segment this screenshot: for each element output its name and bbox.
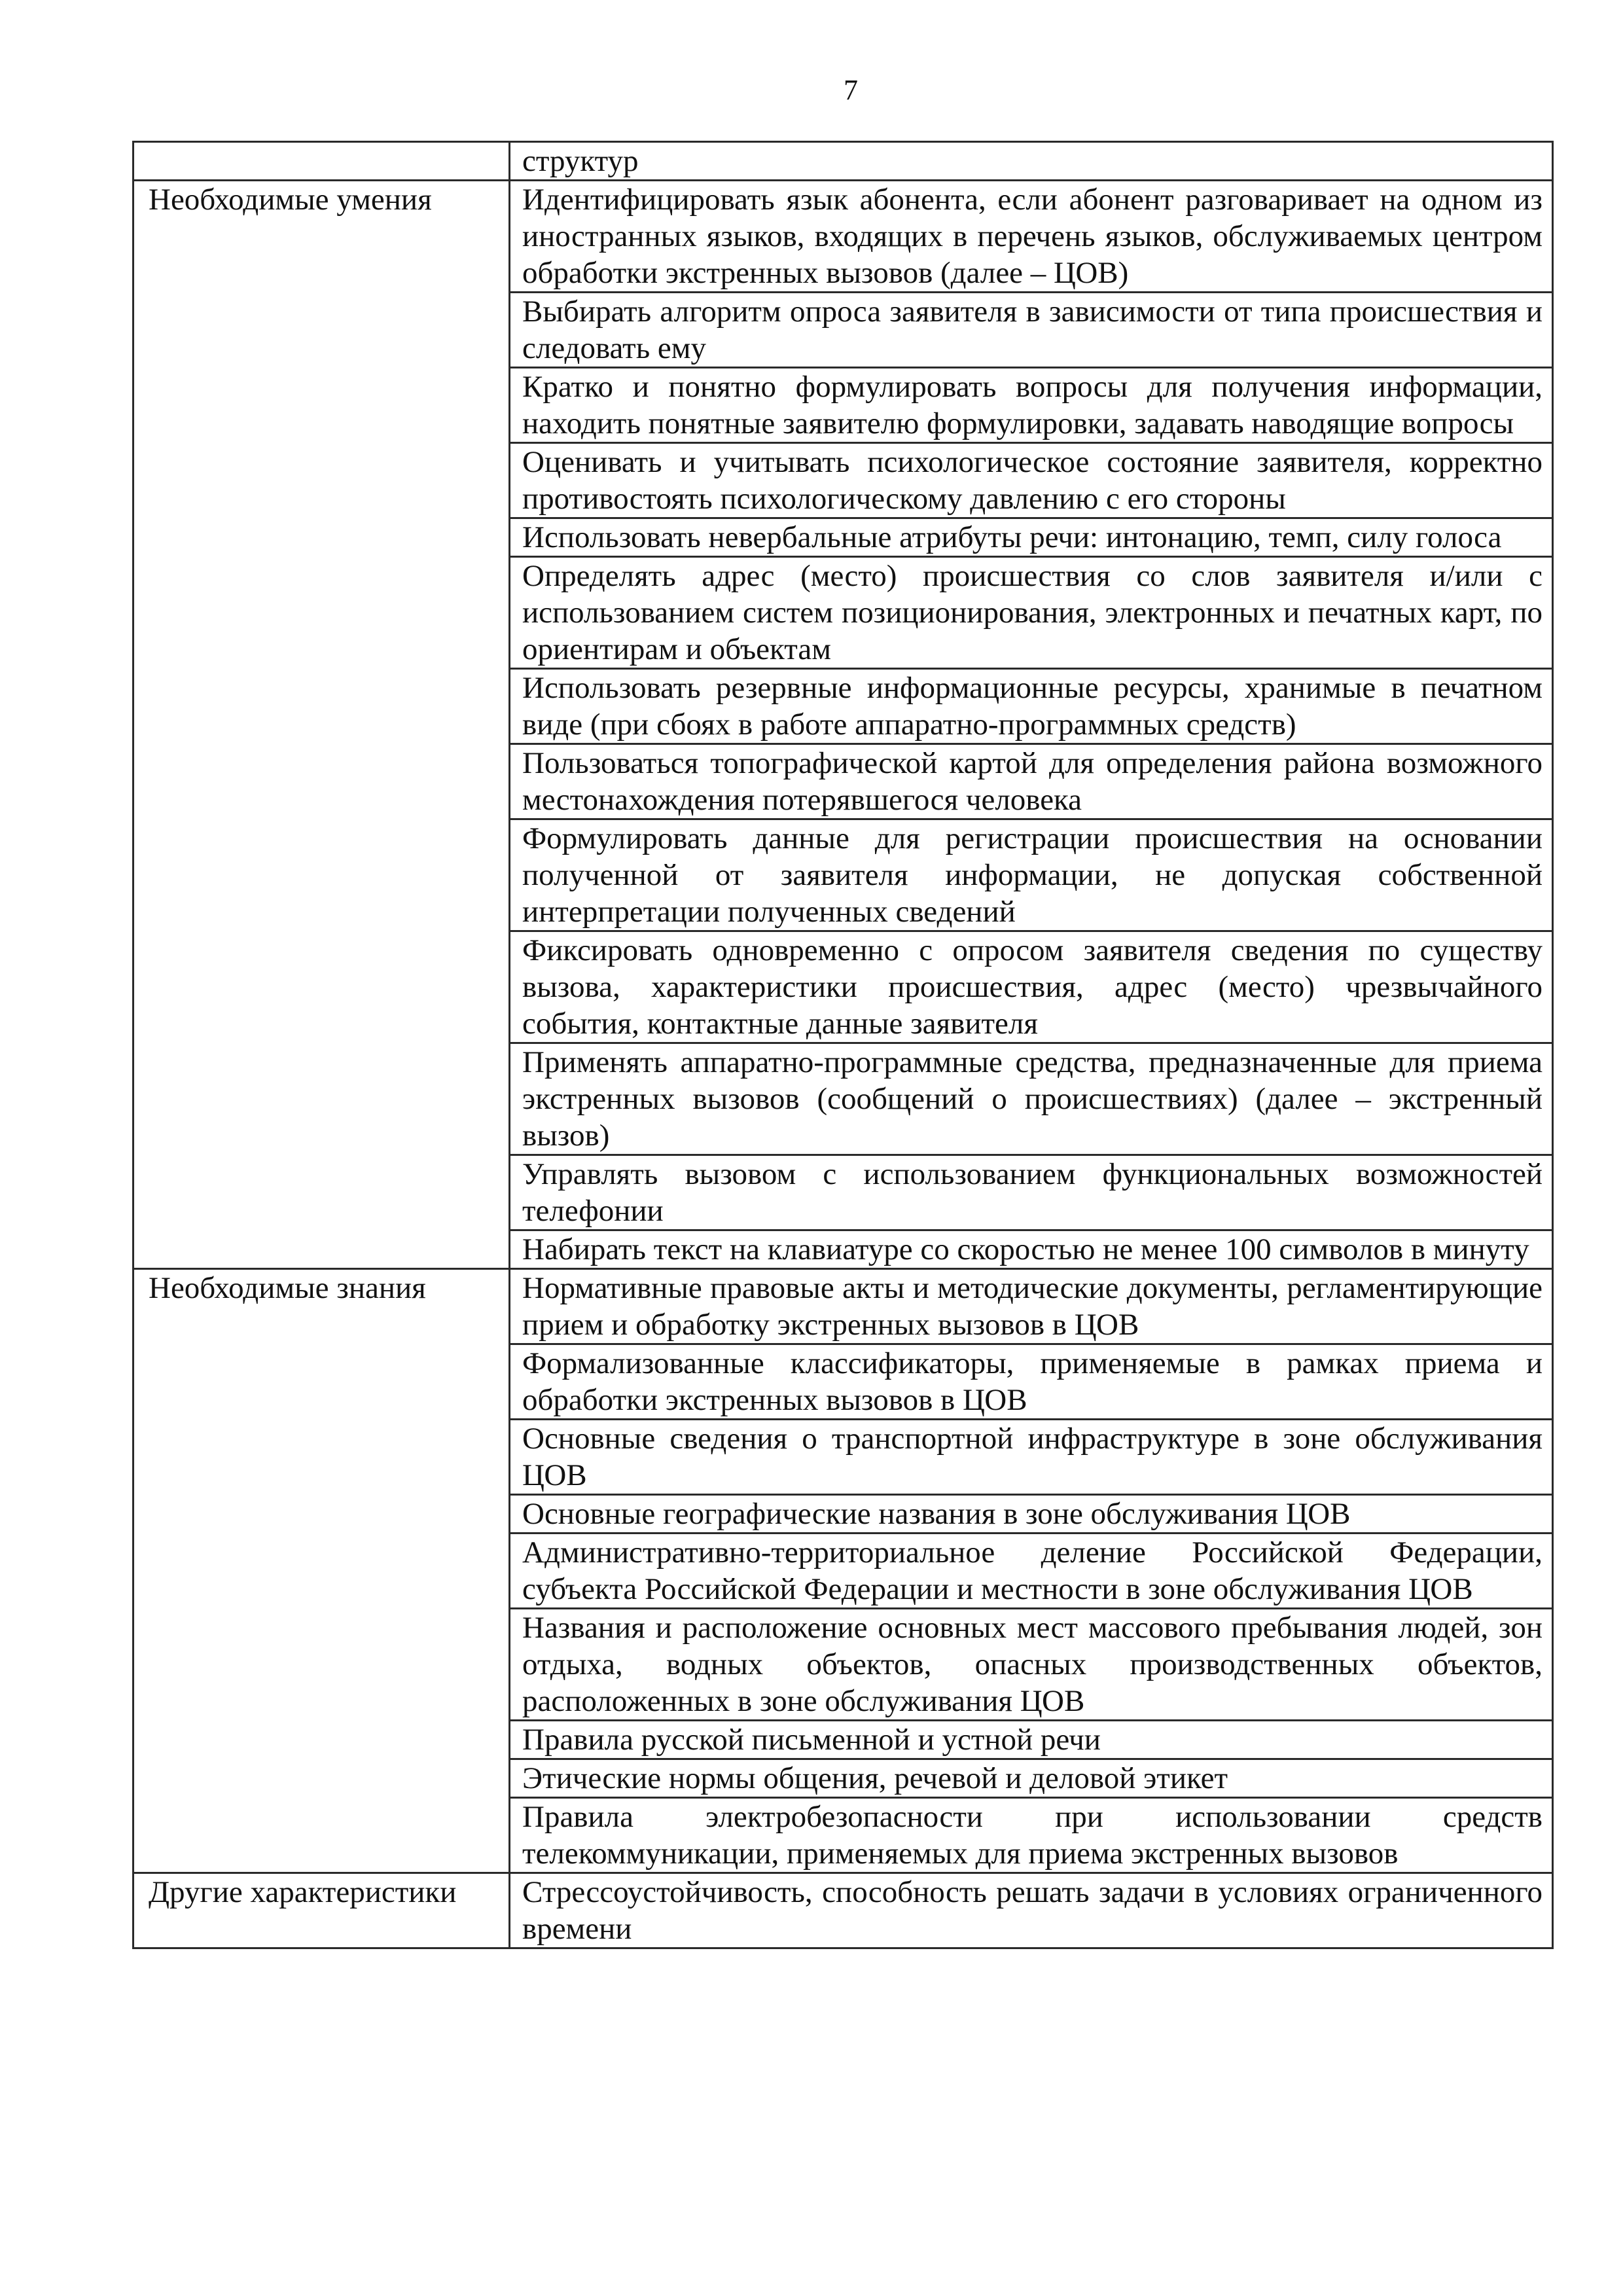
skill-item: Фиксировать одновременно с опросом заявителя сведения по существу вызова, характеристики происшествия, адрес (место) чрезвычайного события, контактные данные заявителя <box>510 931 1553 1043</box>
skill-item: Применять аппаратно-программные средства, предназначенные для приема экстренных вызовов (сообщений о происшествиях) (далее – экстренный вызов) <box>510 1043 1553 1155</box>
other-item: Стрессоустойчивость, способность решать задачи в условиях ограниченного времени <box>510 1873 1553 1948</box>
knowledge-item: Правила русской письменной и устной речи <box>510 1721 1553 1759</box>
skill-item: Формулировать данные для регистрации происшествия на основании полученной от заявителя информации, не допуская собственной интерпретации полученных сведений <box>510 819 1553 931</box>
skill-item: Определять адрес (место) происшествия со слов заявителя и/или с использованием систем позиционирования, электронных и печатных карт, по ориентирам и объектам <box>510 557 1553 669</box>
table-row <box>134 142 1553 181</box>
knowledge-item: Названия и расположение основных мест массового пребывания людей, зон отдыха, водных объектов, опасных производственных объектов, расположенных в зоне обслуживания ЦОВ <box>510 1609 1553 1721</box>
skill-item: Идентифицировать язык абонента, если абонент разговаривает на одном из иностранных языков, входящих в перечень языков, обслуживаемых центром обработки экстренных вызовов (далее – ЦОВ) <box>510 181 1553 293</box>
table-row <box>134 1269 1553 1344</box>
requirements-table <box>132 141 1554 1949</box>
skill-item: Оценивать и учитывать психологическое состояние заявителя, корректно противостоять психологическому давлению с его стороны <box>510 443 1553 518</box>
row-label-skills: Необходимые умения <box>134 181 510 1269</box>
knowledge-item: Основные географические названия в зоне обслуживания ЦОВ <box>510 1495 1553 1534</box>
knowledge-item: Основные сведения о транспортной инфраструктуре в зоне обслуживания ЦОВ <box>510 1420 1553 1495</box>
page-number: 7 <box>844 74 858 106</box>
knowledge-item: Этические нормы общения, речевой и деловой этикет <box>510 1759 1553 1798</box>
table-row <box>134 181 1553 293</box>
skill-item: Использовать невербальные атрибуты речи: интонацию, темп, силу голоса <box>510 518 1553 557</box>
row-label-other: Другие характеристики <box>134 1873 510 1948</box>
skill-item: Набирать текст на клавиатуре со скоростью не менее 100 символов в минуту <box>510 1230 1553 1269</box>
skill-item: Использовать резервные информационные ресурсы, хранимые в печатном виде (при сбоях в работе аппаратно-программных средств) <box>510 669 1553 744</box>
table-row <box>134 1873 1553 1948</box>
knowledge-item: Формализованные классификаторы, применяемые в рамках приема и обработки экстренных вызовов в ЦОВ <box>510 1344 1553 1420</box>
skill-item: Кратко и понятно формулировать вопросы для получения информации, находить понятные заявителю формулировки, задавать наводящие вопросы <box>510 368 1553 443</box>
knowledge-item: Нормативные правовые акты и методические документы, регламентирующие прием и обработку экстренных вызовов в ЦОВ <box>510 1269 1553 1344</box>
row-text: структур <box>510 142 1553 181</box>
knowledge-item: Правила электробезопасности при использовании средств телекоммуникации, применяемых для приема экстренных вызовов <box>510 1798 1553 1873</box>
skill-item: Управлять вызовом с использованием функциональных возможностей телефонии <box>510 1155 1553 1230</box>
knowledge-item: Административно-территориальное деление Российской Федерации, субъекта Российской Федерации и местности в зоне обслуживания ЦОВ <box>510 1534 1553 1609</box>
row-label-knowledge: Необходимые знания <box>134 1269 510 1873</box>
row-label-empty <box>134 142 510 181</box>
skill-item: Выбирать алгоритм опроса заявителя в зависимости от типа происшествия и следовать ему <box>510 293 1553 368</box>
skill-item: Пользоваться топографической картой для определения района возможного местонахождения потерявшегося человека <box>510 744 1553 819</box>
